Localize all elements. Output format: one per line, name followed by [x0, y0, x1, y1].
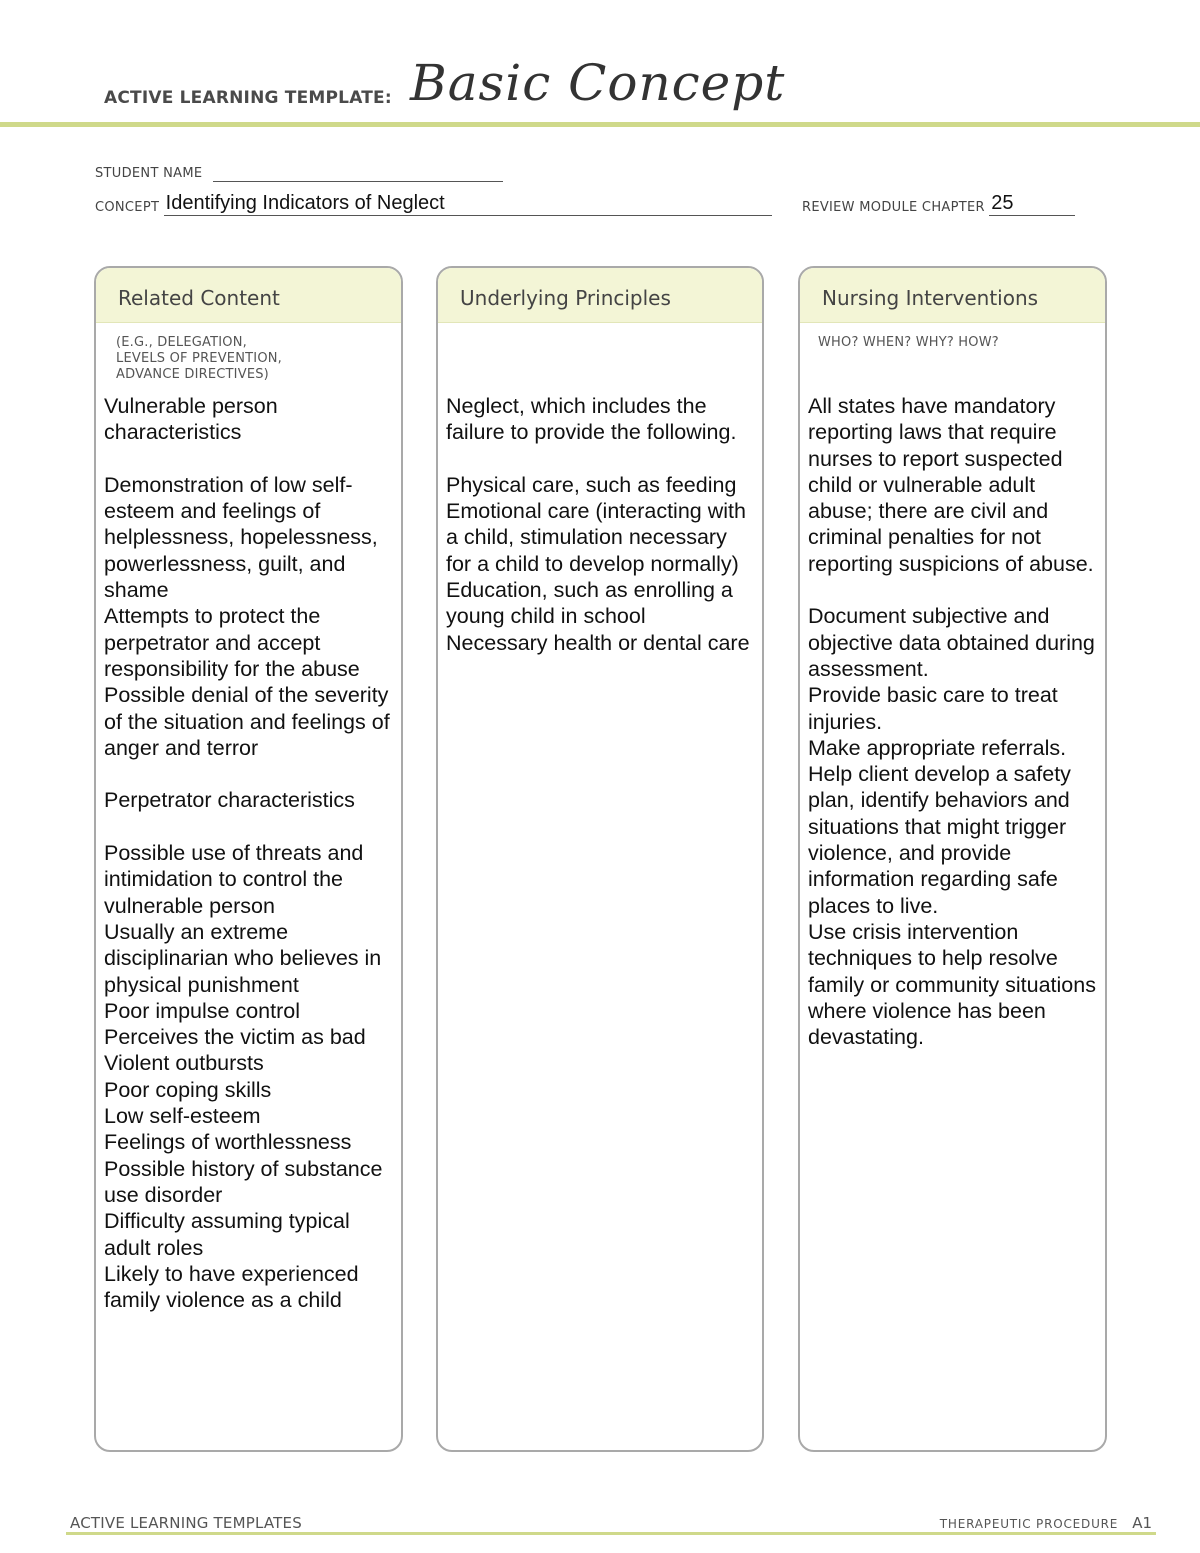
body-line: Make appropriate referrals.: [808, 735, 1067, 760]
related-content-body[interactable]: [96, 393, 401, 1313]
body-line: All states have mandatory reporting laws that require nurses to report suspected child or vulnerable adult abuse; there are civil and criminal penalties for not reporting suspicions of abuse.: [808, 394, 1094, 576]
body-line: Necessary health or dental care: [446, 630, 750, 655]
underlying-principles-subtitle: [438, 335, 762, 383]
chapter-row: [802, 192, 1075, 216]
student-name-field[interactable]: [213, 165, 503, 182]
student-name-row: [95, 164, 503, 182]
nursing-interventions-header: [800, 268, 1105, 323]
body-line: Poor impulse control: [104, 998, 300, 1023]
body-line: Difficulty assuming typical adult roles: [104, 1209, 350, 1260]
nursing-interventions-body[interactable]: [800, 393, 1105, 1050]
body-line: Use crisis intervention techniques to help resolve family or community situations where violence has been devastating.: [808, 919, 1096, 1050]
chapter-value: 25: [991, 192, 1014, 214]
body-line: Education, such as enrolling a young child in school: [446, 578, 733, 629]
blank-line: [104, 446, 393, 472]
subtitle-line: (E.G., DELEGATION,: [116, 335, 247, 350]
student-name-label: STUDENT NAME: [95, 166, 203, 181]
footer-procedure: [940, 1514, 1152, 1532]
subtitle-line: LEVELS OF PREVENTION,: [116, 351, 283, 366]
concept-row: [95, 192, 772, 216]
underlying-principles-header: [438, 268, 762, 323]
body-line: Violent outbursts: [104, 1051, 264, 1076]
body-line: Vulnerable person characteristics: [104, 394, 278, 445]
body-line: Document subjective and objective data obtained during assessment.: [808, 604, 1095, 681]
body-line: Possible denial of the severity of the situation and feelings of anger and terror: [104, 683, 390, 760]
body-line: Possible history of substance use disorder: [104, 1156, 383, 1207]
blank-line: [104, 761, 393, 787]
concept-value: Identifying Indicators of Neglect: [165, 192, 445, 214]
body-line: Likely to have experienced family violence as a child: [104, 1261, 359, 1313]
related-content-title: Related Content: [118, 286, 280, 310]
underlying-principles-body[interactable]: [438, 393, 762, 656]
blank-line: [446, 446, 754, 472]
nursing-interventions-title: Nursing Interventions: [822, 286, 1039, 310]
template-label: ACTIVE LEARNING TEMPLATE:: [104, 88, 392, 108]
body-line: Perceives the victim as bad: [104, 1025, 366, 1050]
underlying-principles-title: Underlying Principles: [460, 286, 671, 310]
body-line: Poor coping skills: [104, 1077, 272, 1102]
chapter-label: REVIEW MODULE CHAPTER: [802, 200, 985, 215]
header-divider: [0, 122, 1200, 127]
body-line: Neglect, which includes the failure to provide the following.: [446, 394, 737, 445]
related-content-subtitle: [96, 335, 401, 383]
blank-line: [808, 577, 1097, 603]
body-line: Usually an extreme disciplinarian who believes in physical punishment: [104, 919, 382, 997]
related-content-box: [94, 266, 403, 1452]
footer-template-name: ACTIVE LEARNING TEMPLATES: [70, 1514, 302, 1532]
footer-divider: [66, 1532, 1156, 1535]
blank-line: [104, 814, 393, 840]
subtitle-line: ADVANCE DIRECTIVES): [116, 367, 269, 382]
body-line: Physical care, such as feeding: [446, 472, 737, 497]
body-line: Attempts to protect the perpetrator and accept responsibility for the abuse: [104, 604, 360, 681]
body-line: Provide basic care to treat injuries.: [808, 683, 1058, 734]
concept-label: CONCEPT: [95, 200, 160, 215]
body-line: Low self-esteem: [104, 1104, 261, 1129]
chapter-field[interactable]: [989, 192, 1075, 216]
concept-field[interactable]: [164, 192, 772, 216]
body-line: Emotional care (interacting with a child, stimulation necessary for a child to develop normally): [446, 499, 746, 576]
underlying-principles-box: [436, 266, 764, 1452]
nursing-interventions-box: [798, 266, 1107, 1452]
footer-procedure-label: THERAPEUTIC PROCEDURE: [939, 1517, 1119, 1531]
nursing-interventions-subtitle: [800, 335, 1105, 383]
body-line: Feelings of worthlessness: [104, 1130, 352, 1155]
template-title: Basic Concept: [410, 54, 786, 112]
body-line: Possible use of threats and intimidation to control the vulnerable person: [104, 841, 364, 918]
body-line: Perpetrator characteristics: [104, 788, 355, 813]
body-line: Demonstration of low self-esteem and feelings of helplessness, hopelessness, powerlessness, guilt, and shame: [104, 472, 378, 603]
subtitle-line: WHO? WHEN? WHY? HOW?: [818, 335, 999, 350]
footer-page-code: A1: [1132, 1514, 1152, 1532]
related-content-header: [96, 268, 401, 323]
body-line: Help client develop a safety plan, identify behaviors and situations that might trigger violence, and provide information regarding safe places to live.: [808, 762, 1071, 918]
